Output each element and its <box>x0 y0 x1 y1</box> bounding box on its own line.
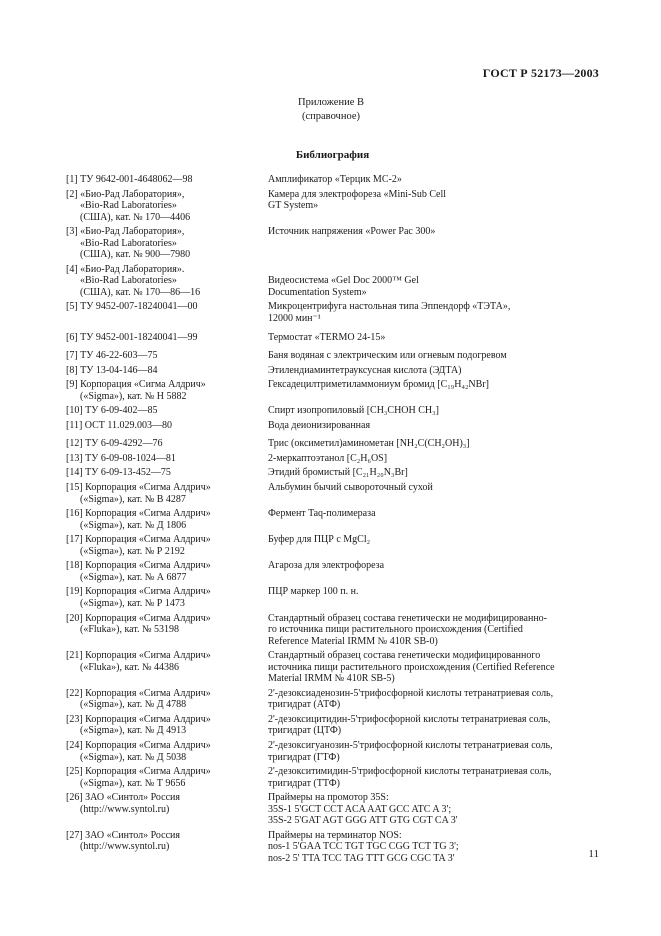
description-line: Вода деионизированная <box>268 419 371 431</box>
bibliography-entry <box>66 740 606 763</box>
bibliography-entry <box>66 830 606 865</box>
reference-line: [4] «Био-Рад Лаборатория». <box>66 263 185 275</box>
entry-reference <box>66 226 268 261</box>
entry-description <box>268 792 598 827</box>
document-header: ГОСТ Р 52173—2003 <box>482 66 599 80</box>
reference-line: [3] «Био-Рад Лаборатория», <box>66 226 185 238</box>
reference-line: [8] ТУ 13-04-146—84 <box>66 364 158 376</box>
entry-reference <box>66 264 268 299</box>
reference-line: (http://www.syntol.ru) <box>80 841 170 853</box>
entry-description <box>268 534 598 557</box>
entry-reference <box>66 534 268 557</box>
description-line <box>268 264 598 276</box>
entry-description <box>268 714 598 737</box>
entry-description <box>268 482 598 505</box>
entry-description <box>268 332 598 344</box>
reference-line: [6] ТУ 9452-001-18240041—99 <box>66 331 198 343</box>
description-line: 2-меркаптоэтанол [C₂H₆OS] <box>268 452 388 464</box>
entry-description <box>268 586 598 609</box>
entry-description <box>268 226 598 261</box>
entry-spacer <box>66 325 606 332</box>
bibliography-entry <box>66 189 606 224</box>
entry-spacer <box>66 431 606 438</box>
reference-line: («Sigma»), кат. № Д 4788 <box>80 699 187 711</box>
entry-description <box>268 365 598 377</box>
description-line: 2'-дезоксигуанозин-5'трифосфорной кислоты тетранатриевая соль, <box>268 739 553 751</box>
description-line: Агароза для электрофореза <box>268 560 385 572</box>
reference-line: [25] Корпорация «Сигма Алдрич» <box>66 766 211 778</box>
bibliography-entry <box>66 534 606 557</box>
entry-reference <box>66 379 268 402</box>
reference-line: [12] ТУ 6-09-4292—76 <box>66 438 163 450</box>
entry-description <box>268 766 598 789</box>
description-line: 12000 мин⁻¹ <box>268 313 321 325</box>
description-line: Источник напряжения «Power Pac 300» <box>268 226 436 238</box>
bibliography-entry <box>66 650 606 685</box>
bibliography-entry <box>66 264 606 299</box>
entry-description <box>268 405 598 417</box>
reference-line: [24] Корпорация «Сигма Алдрич» <box>66 739 211 751</box>
bibliography-entry <box>66 365 606 377</box>
page-number: 11 <box>588 848 599 860</box>
description-line: 2'-дезоксиаденозин-5'трифосфорной кислоты тетранатриевая соль, <box>268 687 554 699</box>
description-line: Фермент Taq-полимераза <box>268 508 376 520</box>
description-line: Альбумин бычий сывороточный сухой <box>268 482 433 494</box>
reference-line: («Fluka»), кат. № 53198 <box>80 624 179 636</box>
reference-line: [1] ТУ 9642-001-4648062—98 <box>66 174 193 185</box>
entry-reference <box>66 830 268 865</box>
reference-line: [10] ТУ 6-09-402—85 <box>66 405 158 417</box>
entry-spacer <box>66 343 606 350</box>
bibliography-entry <box>66 560 606 583</box>
description-line: го источника пищи растительного происхождения (Certified <box>268 624 523 636</box>
entry-description <box>268 613 598 648</box>
appendix-note: (справочное) <box>302 110 360 122</box>
bibliography-entry <box>66 766 606 789</box>
entry-reference <box>66 792 268 827</box>
entry-reference <box>66 453 268 465</box>
description-line: Амплификатор «Терцик МС-2» <box>268 174 402 185</box>
entry-description <box>268 688 598 711</box>
entry-reference <box>66 350 268 362</box>
entry-description <box>268 508 598 531</box>
entry-reference <box>66 586 268 609</box>
description-line: Стандартный образец состава генетически модифицированного <box>268 650 541 662</box>
entry-reference <box>66 766 268 789</box>
reference-line: [5] ТУ 9452-007-18240041—00 <box>66 301 198 313</box>
entry-description <box>268 560 598 583</box>
bibliography-entry <box>66 688 606 711</box>
reference-line: [15] Корпорация «Сигма Алдрич» <box>66 482 211 494</box>
entry-description <box>268 301 598 324</box>
entry-description <box>268 379 598 402</box>
description-line: Гексадецилтриметиламмониум бромид [C₁₉H₄₂NBr] <box>268 379 489 391</box>
description-line: Видеосистема «Gel Doc 2000™ Gel <box>268 275 419 287</box>
bibliography-entry <box>66 467 606 479</box>
entry-reference <box>66 365 268 377</box>
entry-description <box>268 438 598 450</box>
reference-line: («Sigma»), кат. № Р 2192 <box>80 545 185 557</box>
description-line: ПЦР маркер 100 п. н. <box>268 586 359 598</box>
reference-line: [9] Корпорация «Сигма Алдрич» <box>66 379 206 391</box>
description-line: 35S-1 5'GCT CCT ACA AAT GCC ATC A 3'; <box>268 803 452 815</box>
description-line: Reference Material IRMM № 410R SB-0) <box>268 635 438 647</box>
reference-line: [18] Корпорация «Сигма Алдрич» <box>66 560 211 572</box>
entry-reference <box>66 560 268 583</box>
reference-line: («Sigma»), кат. № Н 5882 <box>80 390 187 402</box>
reference-line: («Sigma»), кат. № Д 5038 <box>80 751 187 763</box>
reference-line: [11] ОСТ 11.029.003—80 <box>66 419 173 431</box>
bibliography-entry <box>66 613 606 648</box>
reference-line: [27] ЗАО «Синтол» Россия <box>66 829 180 841</box>
bibliography-entry <box>66 453 606 465</box>
reference-line: [16] Корпорация «Сигма Алдрич» <box>66 508 211 520</box>
description-line: тригидрат (АТФ) <box>268 699 341 711</box>
entry-reference <box>66 301 268 324</box>
reference-line: [21] Корпорация «Сигма Алдрич» <box>66 650 211 662</box>
entry-reference <box>66 405 268 417</box>
description-line: nos-2 5' TTA TCC TAG TTT GCG CGC TA 3' <box>268 852 455 864</box>
entry-reference <box>66 650 268 685</box>
entry-reference <box>66 174 268 186</box>
entry-description <box>268 740 598 763</box>
description-line: источника пищи растительного происхождения (Certified Reference <box>268 661 555 673</box>
description-line: Трис (оксиметил)аминометан [NH₂C(CH₂OH)₃] <box>268 438 470 450</box>
description-line: Documentation System» <box>268 286 367 298</box>
reference-line: [17] Корпорация «Сигма Алдрич» <box>66 534 211 546</box>
description-line: Стандартный образец состава генетически не модифицированно- <box>268 612 548 624</box>
entry-reference <box>66 688 268 711</box>
description-line: Буфер для ПЦР с MgCl₂ <box>268 534 371 546</box>
reference-line: [13] ТУ 6-09-08-1024—81 <box>66 452 176 464</box>
entry-description <box>268 420 598 432</box>
reference-line: (США), кат. № 170—86—16 <box>80 286 201 298</box>
reference-line: («Sigma»), кат. № Д 1806 <box>80 519 187 531</box>
bibliography-entry <box>66 482 606 505</box>
entry-description <box>268 264 598 299</box>
description-line: GT System» <box>268 200 319 212</box>
description-line: Этидий бромистый [C₂₁H₂₀N₃Br] <box>268 467 408 479</box>
entry-description <box>268 350 598 362</box>
reference-line: («Sigma»), кат. № Т 9656 <box>80 777 186 789</box>
entry-description <box>268 830 598 865</box>
entry-reference <box>66 467 268 479</box>
entry-reference <box>66 438 268 450</box>
entry-reference <box>66 482 268 505</box>
entry-description <box>268 189 598 224</box>
description-line: Праймеры на терминатор NOS: <box>268 829 402 841</box>
description-line: Material IRMM № 410R SB-5) <box>268 673 395 685</box>
reference-line: (США), кат. № 900—7980 <box>80 249 191 261</box>
description-line: Этилендиаминтетрауксусная кислота (ЭДТА) <box>268 364 462 376</box>
reference-line: («Sigma»), кат. № Р 1473 <box>80 597 185 609</box>
description-line: тригидрат (ТТФ) <box>268 777 340 789</box>
bibliography-entry <box>66 174 606 186</box>
reference-line: («Sigma»), кат. № А 6877 <box>80 571 187 583</box>
reference-line: («Sigma»), кат. № В 4287 <box>80 493 186 505</box>
entry-reference <box>66 714 268 737</box>
description-line: Микроцентрифуга настольная типа Эппендорф «ТЭТА», <box>268 301 511 313</box>
description-line: nos-1 5'GAA TCC TGT TGC CGG TCT TG 3'; <box>268 841 459 853</box>
bibliography-entry <box>66 226 606 261</box>
bibliography-entry <box>66 379 606 402</box>
reference-line: («Fluka»), кат. № 44386 <box>80 661 179 673</box>
reference-line: (США), кат. № 170—4406 <box>80 211 191 223</box>
bibliography-entry <box>66 714 606 737</box>
reference-line: [14] ТУ 6-09-13-452—75 <box>66 467 171 479</box>
entry-reference <box>66 508 268 531</box>
reference-line: [23] Корпорация «Сигма Алдрич» <box>66 713 211 725</box>
entry-description <box>268 453 598 465</box>
entry-reference <box>66 332 268 344</box>
entry-description <box>268 650 598 685</box>
description-line: Баня водяная с электрическим или огневым подогревом <box>268 350 507 362</box>
description-line: тригидрат (ЦТФ) <box>268 725 342 737</box>
appendix-label <box>296 96 366 123</box>
reference-line: «Bio-Rad Laboratories» <box>80 200 177 212</box>
bibliography-entry <box>66 350 606 362</box>
reference-line: [20] Корпорация «Сигма Алдрич» <box>66 612 211 624</box>
section-title: Библиография <box>295 149 370 161</box>
reference-line: («Sigma»), кат. № Д 4913 <box>80 725 187 737</box>
bibliography-entry <box>66 420 606 432</box>
reference-line: [2] «Био-Рад Лаборатория», <box>66 188 185 200</box>
reference-line: [22] Корпорация «Сигма Алдрич» <box>66 687 211 699</box>
entry-reference <box>66 420 268 432</box>
description-line: Спирт изопропиловый [CH₃CHOH CH₃] <box>268 405 439 417</box>
reference-line: (http://www.syntol.ru) <box>80 803 170 815</box>
description-line: 35S-2 5'GAT AGT GGG ATT GTG CGT CA 3' <box>268 815 458 827</box>
bibliography-entry <box>66 586 606 609</box>
bibliography-entry <box>66 792 606 827</box>
reference-line: [19] Корпорация «Сигма Алдрич» <box>66 586 211 598</box>
entry-reference <box>66 740 268 763</box>
description-line: тригидрат (ГТФ) <box>268 751 340 763</box>
reference-line: «Bio-Rad Laboratories» <box>80 275 177 287</box>
bibliography-entry <box>66 438 606 450</box>
description-line: Праймеры на промотор 35S: <box>268 792 389 804</box>
reference-line: «Bio-Rad Laboratories» <box>80 237 177 249</box>
description-line: Камера для электрофореза «Mini-Sub Cell <box>268 188 447 200</box>
entry-reference <box>66 189 268 224</box>
bibliography-entry <box>66 405 606 417</box>
description-line: Термостат «TERMO 24-15» <box>268 331 386 343</box>
bibliography-list <box>66 174 606 864</box>
bibliography-entry <box>66 508 606 531</box>
description-line: 2'-дезоксицитидин-5'трифосфорной кислоты тетранатриевая соль, <box>268 713 551 725</box>
reference-line: [7] ТУ 46-22-603—75 <box>66 350 158 362</box>
entry-reference <box>66 613 268 648</box>
description-line: 2'-дезокситимидин-5'трифосфорной кислоты тетранатриевая соль, <box>268 766 552 778</box>
bibliography-entry <box>66 332 606 344</box>
bibliography-entry <box>66 301 606 324</box>
entry-description <box>268 174 598 186</box>
appendix-title: Приложение В <box>298 97 364 108</box>
entry-description <box>268 467 598 479</box>
reference-line: [26] ЗАО «Синтол» Россия <box>66 792 180 804</box>
